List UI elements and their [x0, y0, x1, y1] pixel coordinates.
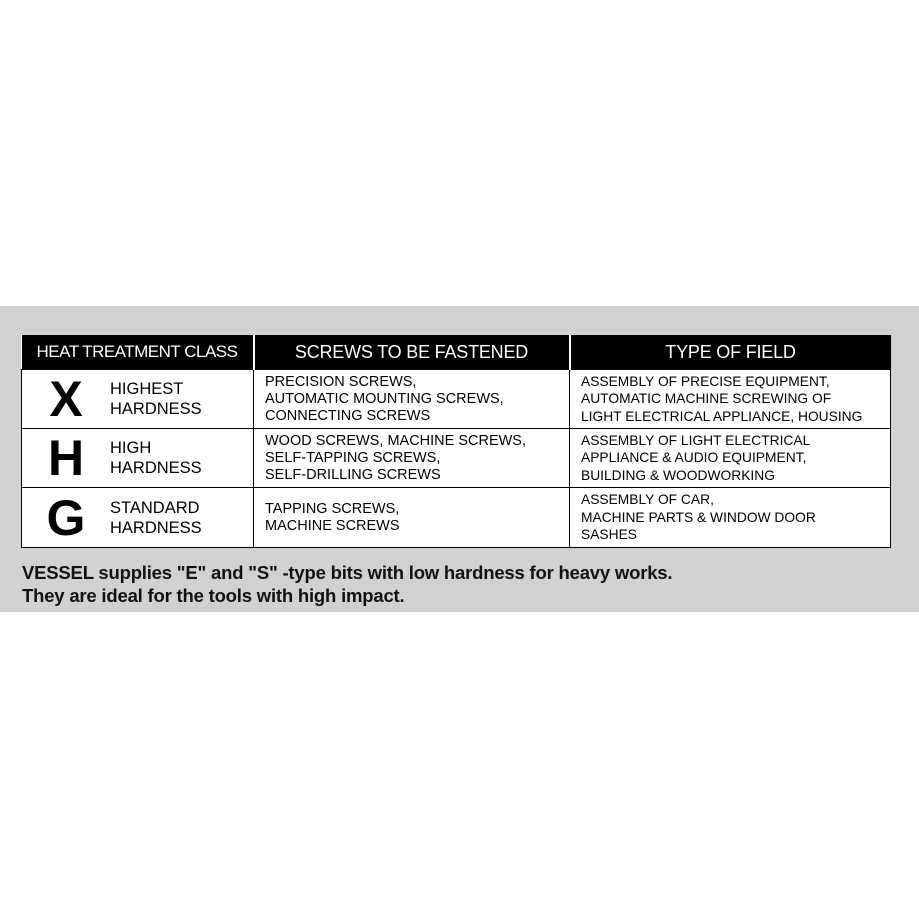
class-letter: G — [46, 489, 86, 546]
hardness-label: HIGH HARDNESS — [110, 439, 202, 477]
field-text: ASSEMBLY OF PRECISE EQUIPMENT, AUTOMATIC MACHINE SCREWING OF LIGHT ELECTRICAL APPLIANCE, HOUSING — [581, 373, 863, 424]
hardness-label: STANDARD HARDNESS — [110, 498, 202, 537]
footnote — [22, 561, 672, 607]
hardness-label: HIGHEST HARDNESS — [110, 380, 202, 418]
field-cell — [570, 488, 891, 548]
header-type-of-field: TYPE OF FIELD — [570, 335, 891, 370]
screws-text: TAPPING SCREWS, MACHINE SCREWS — [265, 500, 400, 534]
field-text: ASSEMBLY OF LIGHT ELECTRICAL APPLIANCE & AUDIO EQUIPMENT, BUILDING & WOODWORKING — [581, 432, 811, 483]
class-letter: H — [47, 430, 85, 486]
screws-text: WOOD SCREWS, MACHINE SCREWS, SELF-TAPPING SCREWS, SELF-DRILLING SCREWS — [265, 432, 527, 483]
header-screws-to-be-fastened: SCREWS TO BE FASTENED — [254, 335, 570, 370]
table-row-h — [22, 429, 891, 488]
footnote-line-2: They are ideal for the tools with high impact. — [22, 585, 405, 606]
screws-cell — [254, 429, 570, 488]
screws-text: PRECISION SCREWS, AUTOMATIC MOUNTING SCREWS, CONNECTING SCREWS — [265, 373, 504, 424]
footnote-line-1: VESSEL supplies "E" and "S" -type bits with low hardness for heavy works. — [22, 562, 673, 583]
table-row-x — [22, 370, 891, 429]
field-text: ASSEMBLY OF CAR, MACHINE PARTS & WINDOW DOOR SASHES — [581, 492, 816, 543]
class-cell — [22, 429, 254, 488]
header-heat-treatment-class: HEAT TREATMENT CLASS — [22, 335, 254, 370]
class-cell — [22, 488, 254, 548]
class-letter: X — [49, 371, 83, 427]
heat-treatment-table — [21, 335, 891, 548]
table-row-g — [22, 488, 891, 548]
screws-cell — [254, 370, 570, 429]
field-cell — [570, 429, 891, 488]
class-cell — [22, 370, 254, 429]
screws-cell — [254, 488, 570, 548]
table-header-row — [22, 335, 891, 370]
field-cell — [570, 370, 891, 429]
